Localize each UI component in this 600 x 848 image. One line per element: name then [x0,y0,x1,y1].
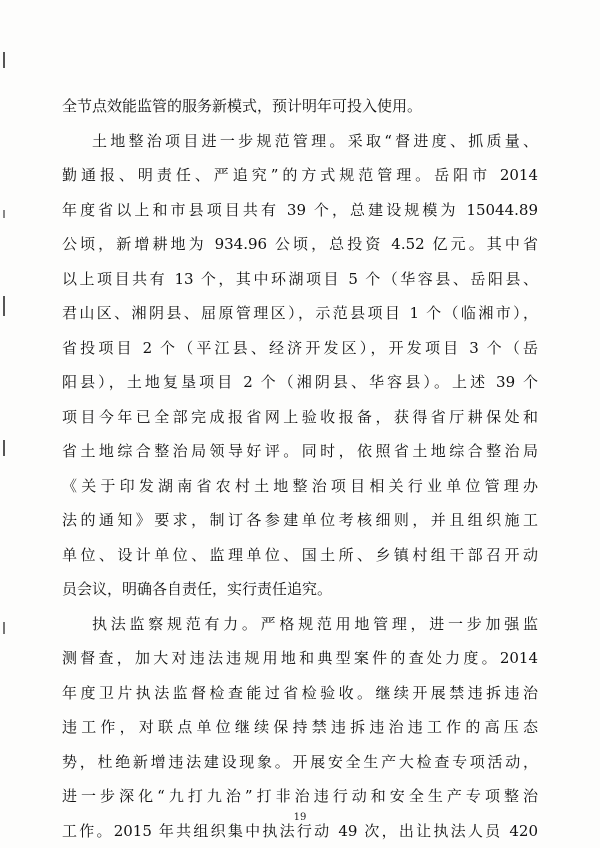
text-line: 省土地综合整治局领导好评。同时，依照省土地综合整治局 [62,442,538,460]
text-line: 勤通报、明责任、严追究”的方式规范管理。岳阳市 2014 [62,166,538,184]
text-line: 违工作，对联点单位继续保持禁违拆违治违工作的高压态 [62,718,538,736]
text-line: 公顷，新增耕地为 934.96 公顷，总投资 4.52 亿元。其中省 [62,235,538,253]
text-line: 测督查，加大对违法违规用地和典型案件的查处力度。2014 [62,649,538,667]
text-line: 《关于印发湖南省农村土地整治项目相关行业单位管理办 [62,476,538,495]
text-line: 年度卫片执法监督检查能过省检验收。继续开展禁违拆违治 [62,683,538,702]
text-line: 省投项目 2 个（平江县、经济开发区），开发项目 3 个（岳 [62,338,538,357]
text-line: 全节点效能监管的服务新模式，预计明年可投入使用。 [62,97,423,115]
scan-edge-mark [3,210,5,218]
paragraph-continuation [62,89,538,124]
document-body [62,89,538,848]
text-line: 员会议，明确各自责任，实行责任追究。 [62,580,333,598]
scan-edge-mark [3,622,5,634]
paragraph-land-consolidation [62,124,538,607]
text-line: 工作。2015 年共组织集中执法行动 49 次，出让执法人员 420 [62,821,538,840]
text-line: 进一步深化“九打九治”打非治违行动和安全生产专项整治 [62,787,538,805]
text-line: 年度省以上和市县项目共有 39 个，总建设规模为 15044.89 [62,200,538,219]
text-line: 土地整治项目进一步规范管理。采取“督进度、抓质量、 [92,131,538,150]
text-line: 法的通知》要求，制订各参建单位考核细则，并且组织施工 [62,511,538,529]
text-line: 君山区、湘阴县、屈原管理区），示范县项目 1 个（临湘市）， [62,304,538,322]
text-line: 执法监察规范有力。严格规范用地管理，进一步加强监 [92,614,538,633]
text-line: 势，杜绝新增违法建设现象。开展安全生产大检查专项活动， [62,752,538,771]
scan-edge-mark [3,296,5,316]
text-line: 单位、设计单位、监理单位、国土所、乡镇村组干部召开动 [62,545,538,564]
scan-edge-mark [3,440,5,456]
page-number: 19 [293,812,307,823]
text-line: 以上项目共有 13 个，其中环湖项目 5 个（华容县、岳阳县、 [62,269,538,288]
text-line: 项目今年已全部完成报省网上验收报备，获得省厅耕保处和 [62,407,538,426]
text-line: 阳县），土地复垦项目 2 个（湘阴县、华容县）。上述 39 个 [62,373,538,391]
scan-edge-mark [3,52,5,68]
